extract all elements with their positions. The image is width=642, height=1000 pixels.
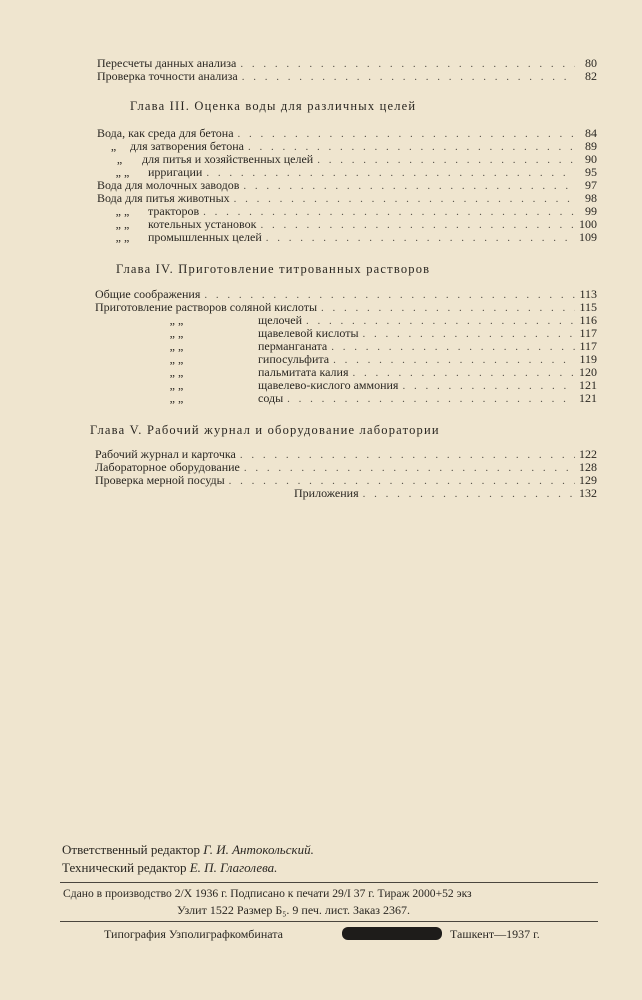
dot-leader bbox=[242, 71, 575, 84]
toc-page-number: 82 bbox=[585, 69, 597, 83]
toc-entry-title: для затворения бетона bbox=[130, 139, 244, 153]
technical-editor bbox=[62, 860, 277, 876]
toc-page-number: 121 bbox=[579, 391, 597, 405]
toc-entry-title: Вода для молочных заводов bbox=[97, 178, 240, 192]
toc-entry-title: Пересчеты данных анализа bbox=[97, 56, 237, 70]
ditto-mark: „ „ bbox=[169, 313, 184, 327]
toc-entry-title: гипосульфита bbox=[258, 352, 330, 366]
toc-entry-title: Рабочий журнал и карточка bbox=[95, 447, 236, 461]
toc-page-number: 122 bbox=[579, 447, 597, 461]
toc-page-number: 100 bbox=[579, 217, 597, 231]
toc-page-number: 99 bbox=[585, 204, 597, 218]
toc-page-number: 119 bbox=[579, 352, 597, 366]
chapter-4-heading: Глава IV. Приготовление титрованных растворов bbox=[116, 262, 431, 276]
ditto-mark: „ „ bbox=[115, 204, 130, 218]
editor-name: Г. И. Антокольский. bbox=[203, 842, 314, 857]
printer-suffix: Ташкент—1937 г. bbox=[450, 927, 540, 941]
editor-label: Ответственный редактор bbox=[62, 842, 201, 857]
divider-top bbox=[60, 882, 598, 883]
divider-bottom bbox=[60, 921, 598, 922]
toc-entry-title: перманганата bbox=[258, 339, 328, 353]
dot-leader bbox=[266, 232, 575, 245]
tech-editor-name: Е. П. Глаголева. bbox=[189, 860, 278, 875]
toc-page-number: 84 bbox=[585, 126, 597, 140]
ditto-mark: „ „ bbox=[169, 378, 184, 392]
toc-entry-title: для питья и хозяйственных целей bbox=[142, 152, 314, 166]
ditto-mark: „ „ bbox=[115, 217, 130, 231]
toc-page-number: 116 bbox=[579, 313, 597, 327]
dot-leader bbox=[363, 488, 575, 501]
toc-page-number: 121 bbox=[579, 378, 597, 392]
printer-prefix: Типография Узполиграфкомбината bbox=[104, 927, 283, 941]
ditto-mark: „ „ bbox=[169, 326, 184, 340]
toc-entry-title: Приложения bbox=[294, 486, 359, 500]
imprint-line-2: Узлит 1522 Размер Б₅. 9 печ. лист. Заказ 2367. bbox=[177, 903, 411, 917]
ditto-mark: „ „ bbox=[169, 339, 184, 353]
toc-entry-title: Общие соображения bbox=[95, 287, 201, 301]
toc-page-number: 98 bbox=[585, 191, 597, 205]
toc-page-number: 90 bbox=[585, 152, 597, 166]
toc-entry-title: соды bbox=[258, 391, 284, 405]
dot-leader bbox=[287, 393, 575, 406]
chapter-3-heading: Глава III. Оценка воды для различных целей bbox=[130, 99, 417, 113]
toc-entry-title: Приготовление растворов соляной кислоты bbox=[95, 300, 318, 314]
redaction-mark bbox=[342, 927, 442, 940]
toc-page-number: 80 bbox=[585, 56, 597, 70]
toc-page-number: 109 bbox=[579, 230, 597, 244]
toc-entry-title: Проверка точности анализа bbox=[97, 69, 238, 83]
toc-page-number: 115 bbox=[579, 300, 597, 314]
ditto-mark: „ „ bbox=[115, 230, 130, 244]
toc-entry-title: Лабораторное оборудование bbox=[95, 460, 240, 474]
toc-entry bbox=[97, 231, 597, 245]
imprint-line-1: Сдано в производство 2/X 1936 г. Подписано к печати 29/I 37 г. Тираж 2000+52 экз bbox=[63, 887, 472, 900]
chapter-5-heading: Глава V. Рабочий журнал и оборудование лаборатории bbox=[90, 423, 440, 437]
toc-page-number: 97 bbox=[585, 178, 597, 192]
toc-page-number: 120 bbox=[579, 365, 597, 379]
toc-entry-title: пальмитата калия bbox=[258, 365, 349, 379]
toc-entry bbox=[294, 487, 597, 501]
tech-editor-label: Технический редактор bbox=[62, 860, 187, 875]
toc-page-number: 132 bbox=[579, 486, 597, 500]
toc-entry-title: тракторов bbox=[148, 204, 200, 218]
toc-entry-title: промышленных целей bbox=[148, 230, 262, 244]
toc-entry-title: Вода, как среда для бетона bbox=[97, 126, 234, 140]
ditto-mark: „ bbox=[116, 152, 123, 166]
toc-entry-title: щелочей bbox=[258, 313, 303, 327]
responsible-editor bbox=[62, 842, 314, 858]
toc-entry-title: щавелево-кислого аммония bbox=[258, 378, 399, 392]
toc-page-number: 117 bbox=[579, 326, 597, 340]
toc-page-number: 113 bbox=[579, 287, 597, 301]
ditto-mark: „ „ bbox=[169, 352, 184, 366]
toc-entry-title: котельных установок bbox=[148, 217, 257, 231]
toc-page-number: 95 bbox=[585, 165, 597, 179]
toc-entry-title: Вода для питья животных bbox=[97, 191, 230, 205]
ditto-mark: „ „ bbox=[169, 391, 184, 405]
toc-entry bbox=[97, 70, 597, 84]
toc-entry-title: ирригации bbox=[148, 165, 203, 179]
ditto-mark: „ bbox=[110, 139, 117, 153]
toc-entry-title: Проверка мерной посуды bbox=[95, 473, 225, 487]
toc-page-number: 89 bbox=[585, 139, 597, 153]
toc-page-number: 128 bbox=[579, 460, 597, 474]
toc-entry bbox=[95, 392, 597, 406]
toc-entry-title: щавелевой кислоты bbox=[258, 326, 359, 340]
ditto-mark: „ „ bbox=[115, 165, 130, 179]
toc-page-number: 117 bbox=[579, 339, 597, 353]
toc-page-number: 129 bbox=[579, 473, 597, 487]
ditto-mark: „ „ bbox=[169, 365, 184, 379]
